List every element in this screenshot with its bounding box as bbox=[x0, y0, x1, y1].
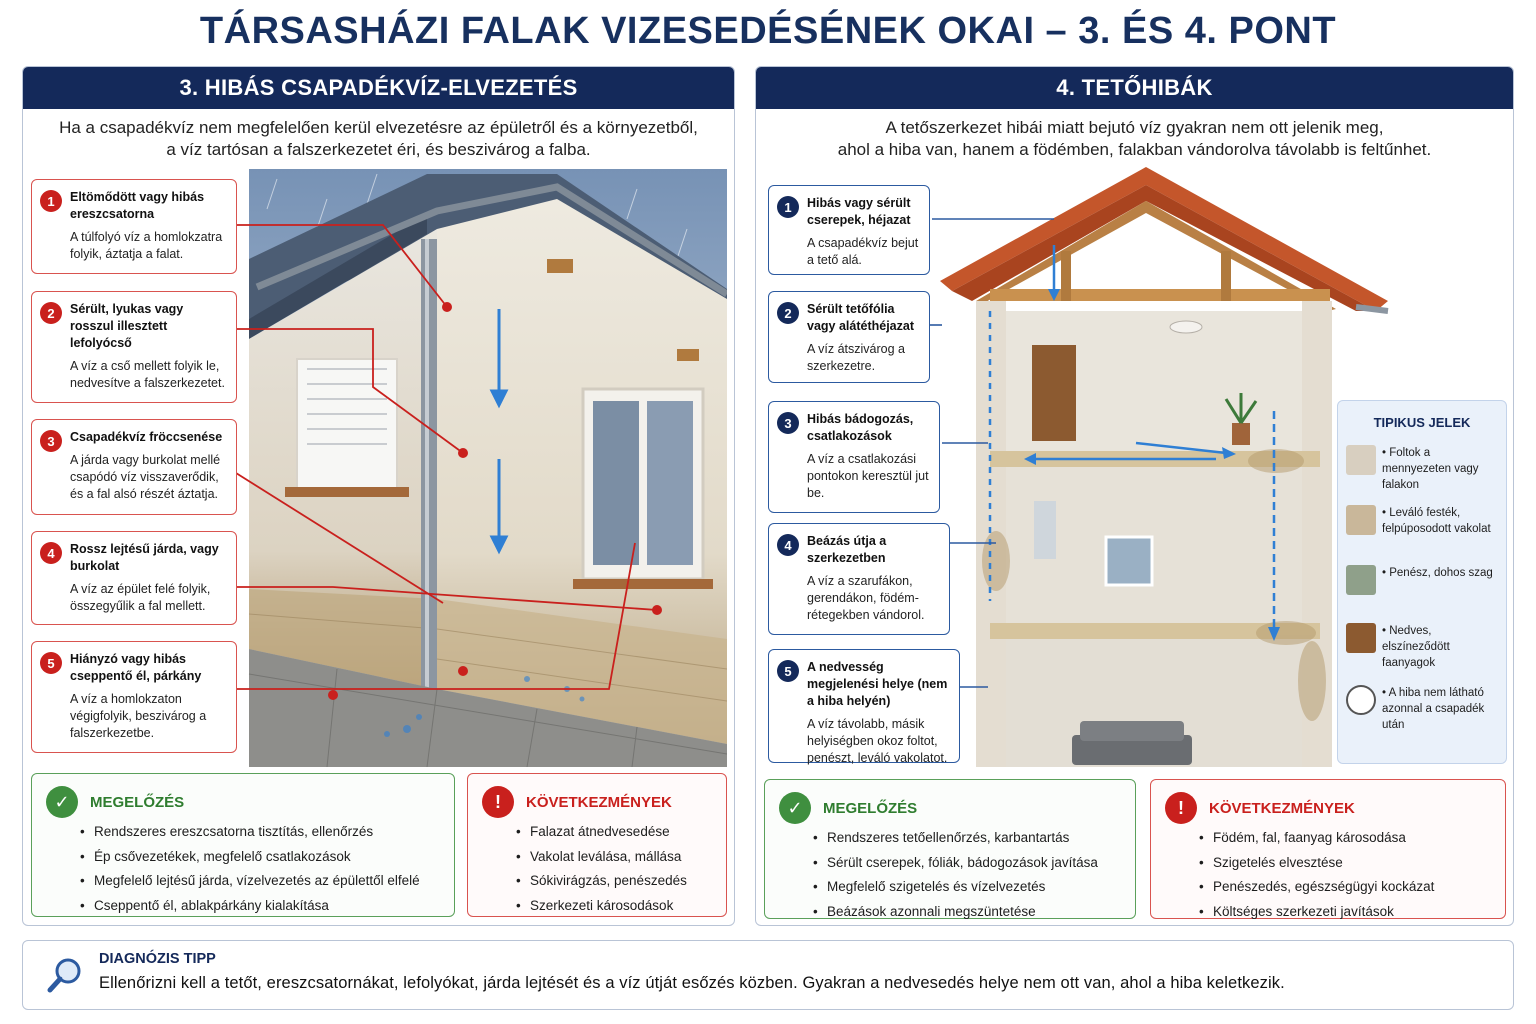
sign-item: • Nedves, elszíneződött faanyagok bbox=[1346, 623, 1502, 671]
list-item: • Szerkezeti károsodások bbox=[530, 894, 712, 919]
list-item: • Ép csővezetékek, megfelelő csatlakozások bbox=[94, 845, 440, 870]
cause-title: Sérült, lyukas vagy rosszul illesztett lefolyócső bbox=[70, 302, 184, 350]
cause-desc: A túlfolyó víz a homlokzatra folyik, áztatja a falat. bbox=[70, 230, 223, 261]
cause-desc: A csapadékvíz bejut a tető alá. bbox=[807, 236, 919, 267]
consequences-heading: KÖVETKEZMÉNYEK bbox=[1209, 799, 1355, 817]
cause-number: 5 bbox=[777, 660, 799, 682]
list-item: • Költséges szerkezeti javítások bbox=[1213, 900, 1491, 925]
cause-desc: A víz a csatlakozási pontokon keresztül jut be. bbox=[807, 452, 929, 500]
consequences-box bbox=[467, 773, 727, 917]
cause-title: Sérült tetőfólia vagy alátéthéjazat bbox=[807, 302, 914, 333]
cause-desc: A víz a cső mellett folyik le, nedvesítve a falszerkezetet. bbox=[70, 359, 225, 390]
consequences-list bbox=[1165, 826, 1491, 924]
cause-number: 2 bbox=[40, 302, 62, 324]
list-item: • Rendszeres tetőellenőrzés, karbantartás bbox=[827, 826, 1121, 851]
panel-roof-defects bbox=[755, 66, 1514, 926]
cause-desc: A víz a homlokzaton végigfolyik, beszivárog a falszerkezetbe. bbox=[70, 692, 207, 740]
list-item: • Rendszeres ereszcsatorna tisztítás, ellenőrzés bbox=[94, 820, 440, 845]
prevention-list bbox=[779, 826, 1121, 924]
prevention-heading: MEGELŐZÉS bbox=[90, 793, 185, 811]
cause-title: Rossz lejtésű járda, vagy burkolat bbox=[70, 542, 219, 573]
panel-drainage bbox=[22, 66, 735, 926]
signs-heading: TIPIKUS JELEK bbox=[1373, 415, 1471, 430]
sign-item: • Penész, dohos szag bbox=[1346, 565, 1502, 595]
roof-cause-card-4 bbox=[768, 523, 950, 635]
clock-icon bbox=[1346, 685, 1376, 715]
warning-icon: ! bbox=[1165, 792, 1197, 824]
cause-desc: A víz az épület felé folyik, összegyűlik a fal mellett. bbox=[70, 582, 211, 613]
cause-title: Beázás útja a szerkezetben bbox=[807, 534, 887, 565]
sign-item: • Foltok a mennyezeten vagy falakon bbox=[1346, 445, 1502, 493]
sign-item: • Leváló festék, felpúposodott vakolat bbox=[1346, 505, 1502, 537]
list-item: • Falazat átnedvesedése bbox=[530, 820, 712, 845]
list-item: • Sérült cserepek, fóliák, bádogozások javítása bbox=[827, 851, 1121, 876]
cause-card-1 bbox=[31, 179, 237, 274]
warning-icon: ! bbox=[482, 786, 514, 818]
cause-desc: A járda vagy burkolat mellé csapódó víz visszaverődik, és a fal alsó részét áztatja. bbox=[70, 453, 221, 501]
cause-title: Hibás bádogozás, csatlakozások bbox=[807, 412, 914, 443]
list-item: • Sókivirágzás, penészedés bbox=[530, 869, 712, 894]
checkmark-icon: ✓ bbox=[46, 786, 78, 818]
cause-number: 1 bbox=[40, 190, 62, 212]
wet-wood-icon bbox=[1346, 623, 1376, 653]
magnifier-icon bbox=[45, 955, 85, 995]
cause-title: Eltömődött vagy hibás ereszcsatorna bbox=[70, 190, 205, 221]
cause-title: Hiányzó vagy hibás cseppentő él, párkány bbox=[70, 652, 202, 683]
cause-number: 1 bbox=[777, 196, 799, 218]
stain-icon bbox=[1346, 445, 1376, 475]
typical-signs-panel bbox=[1337, 400, 1507, 764]
intro-text: Ha a csapadékvíz nem megfelelően kerül elvezetésre az épületről és a környezetből, a víz tartósan a falszerkezetet éri, és beszivárog a falba. bbox=[59, 118, 698, 159]
roof-cause-card-3 bbox=[768, 401, 940, 513]
diagnosis-tip bbox=[22, 940, 1514, 1010]
prevention-heading: MEGELŐZÉS bbox=[823, 799, 918, 817]
consequences-list bbox=[482, 820, 712, 918]
mold-icon bbox=[1346, 565, 1376, 595]
cause-desc: A víz a szarufákon, gerendákon, födém-rétegekben vándorol. bbox=[807, 574, 925, 622]
panel-heading: 3. HIBÁS CSAPADÉKVÍZ-ELVEZETÉS bbox=[23, 67, 734, 109]
roof-cause-card-5 bbox=[768, 649, 960, 763]
cause-title: Hibás vagy sérült cserepek, héjazat bbox=[807, 196, 911, 227]
roof-cause-card-2 bbox=[768, 291, 930, 383]
list-item: • Beázások azonnali megszüntetése bbox=[827, 900, 1121, 925]
cause-number: 5 bbox=[40, 652, 62, 674]
cause-number: 3 bbox=[777, 412, 799, 434]
list-item: • Cseppentő él, ablakpárkány kialakítása bbox=[94, 894, 440, 919]
cause-card-2 bbox=[31, 291, 237, 403]
cause-title: A nedvesség megjelenési helye (nem a hiba helyén) bbox=[807, 660, 948, 708]
cause-desc: A víz távolabb, másik helyiségben okoz foltot, penészt, leváló vakolatot. bbox=[807, 717, 948, 765]
tip-text: Ellenőrizni kell a tetőt, ereszcsatornákat, lefolyókat, járda lejtését és a víz útját esőzés közben. Gyakran a nedvesedés helye nem ott van, ahol a hiba keletkezik. bbox=[99, 974, 1285, 992]
cause-number: 4 bbox=[40, 542, 62, 564]
cause-number: 4 bbox=[777, 534, 799, 556]
cause-card-3 bbox=[31, 419, 237, 515]
tip-heading: DIAGNÓZIS TIPP bbox=[99, 951, 216, 967]
prevention-list bbox=[46, 820, 440, 918]
checkmark-icon: ✓ bbox=[779, 792, 811, 824]
intro-text: A tetőszerkezet hibái miatt bejutó víz gyakran nem ott jelenik meg, ahol a hiba van, hanem a födémben, falakban vándorolva távolabb is feltűnhet. bbox=[837, 118, 1432, 159]
cause-number: 3 bbox=[40, 430, 62, 452]
cause-number: 2 bbox=[777, 302, 799, 324]
list-item: • Szigetelés elvesztése bbox=[1213, 851, 1491, 876]
sign-item: • A hiba nem látható azonnal a csapadék után bbox=[1346, 685, 1502, 733]
peeling-paint-icon bbox=[1346, 505, 1376, 535]
cause-card-4 bbox=[31, 531, 237, 625]
list-item: • Penészedés, egészségügyi kockázat bbox=[1213, 875, 1491, 900]
prevention-box bbox=[31, 773, 455, 917]
consequences-box bbox=[1150, 779, 1506, 919]
cause-title: Csapadékvíz fröccsenése bbox=[70, 430, 223, 444]
list-item: • Födém, fal, faanyag károsodása bbox=[1213, 826, 1491, 851]
prevention-box bbox=[764, 779, 1136, 919]
list-item: • Megfelelő szigetelés és vízelvezetés bbox=[827, 875, 1121, 900]
roof-cause-card-1 bbox=[768, 185, 930, 275]
cause-desc: A víz átszivárog a szerkezetre. bbox=[807, 342, 905, 373]
list-item: • Vakolat leválása, mállása bbox=[530, 845, 712, 870]
cause-card-5 bbox=[31, 641, 237, 753]
consequences-heading: KÖVETKEZMÉNYEK bbox=[526, 793, 672, 811]
page-title: TÁRSASHÁZI FALAK VIZESEDÉSÉNEK OKAI – 3. ÉS 4. PONT bbox=[199, 10, 1337, 52]
list-item: • Megfelelő lejtésű járda, vízelvezetés az épülettől elfelé bbox=[94, 869, 440, 894]
panel-heading: 4. TETŐHIBÁK bbox=[756, 67, 1513, 109]
